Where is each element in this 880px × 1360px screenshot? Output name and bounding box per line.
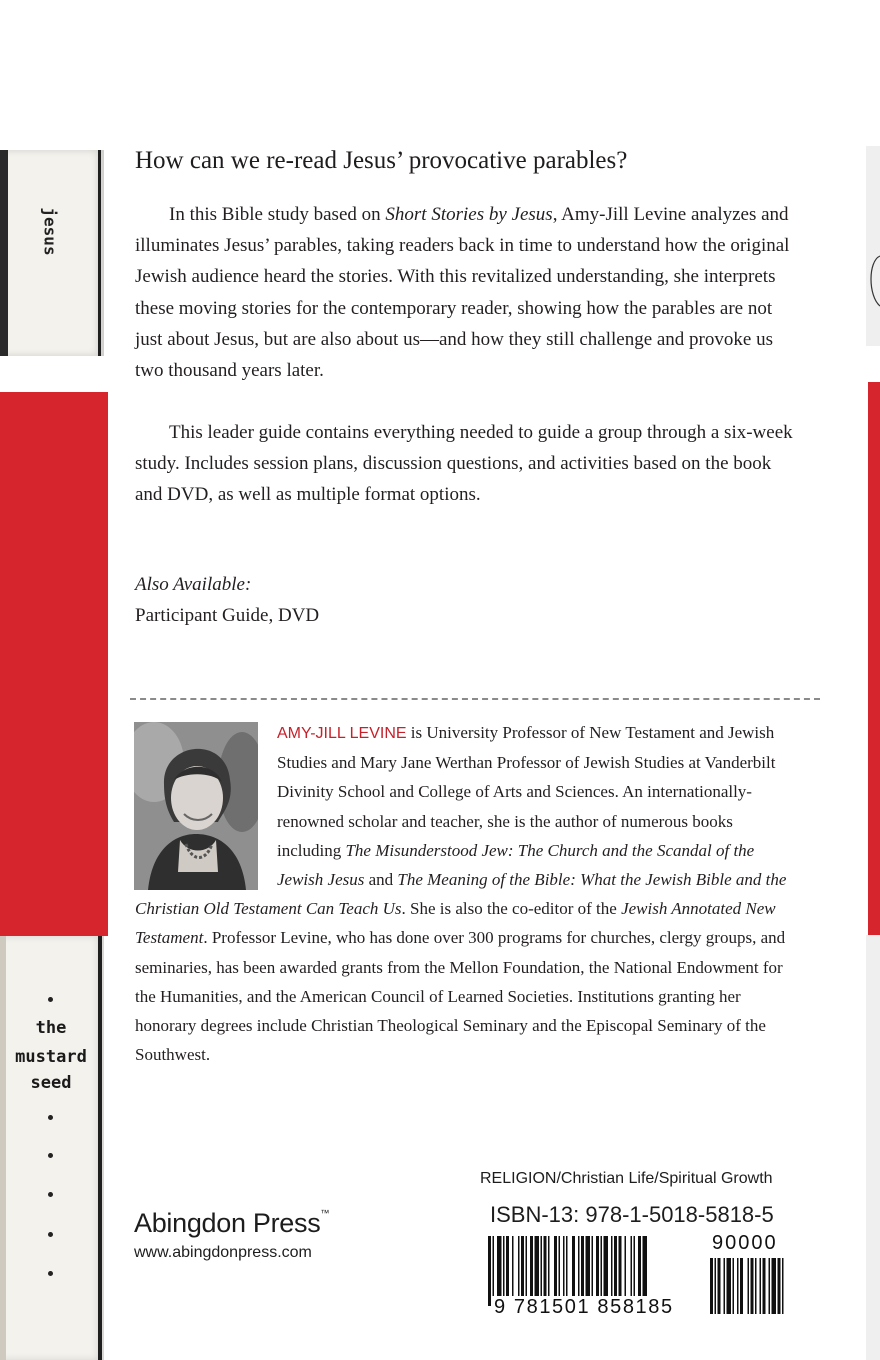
spine-red-band xyxy=(0,392,108,936)
barcode-addon-bar xyxy=(748,1258,750,1314)
publisher-name: Abingdon Press xyxy=(134,1208,321,1238)
bio-book-title: Jewish Annotated New Testament xyxy=(135,899,776,948)
barcode-addon-bar xyxy=(710,1258,713,1314)
barcode-addon-bar xyxy=(724,1258,726,1314)
barcode-addon-bar xyxy=(760,1258,762,1314)
bisac-category: RELIGION/Christian Life/Spiritual Growth xyxy=(480,1170,773,1187)
bio-text: . She is also the co-editor of the xyxy=(401,899,622,919)
spine-edge-light xyxy=(0,936,6,1360)
barcode-addon-bar xyxy=(740,1258,743,1314)
barcode-digits: 9 781501 858185 xyxy=(494,1296,674,1318)
spine-word-seed: seed xyxy=(30,1073,72,1093)
isbn-label: ISBN-13: 978-1-5018-5818-5 xyxy=(490,1202,774,1227)
trademark-symbol: ™ xyxy=(320,1208,330,1218)
description-paragraph-2 xyxy=(135,417,795,511)
bio-book-title: The Meaning of the Bible: What the Jewish Bible and the Christian Old Testament Can Teach Us xyxy=(135,870,787,919)
barcode-addon-bar xyxy=(733,1258,735,1314)
publisher-website: www.abingdonpress.com xyxy=(134,1244,312,1261)
right-edge-top xyxy=(866,146,880,346)
description-text: , Amy-Jill Levine analyzes and illuminates Jesus’ parables, taking readers back in time to understand how the original Jewish audience heard the stories. With this revitalized understanding, she interprets these moving stories for the contemporary reader, showing how the parables are not just about Jesus, but are also about us—and how they still challenge and provoke us two thousand years later. xyxy=(135,204,790,382)
spine-word-the: the xyxy=(35,1018,67,1038)
description-text: In this Bible study based on xyxy=(169,204,386,225)
barcode-bar xyxy=(488,1236,491,1306)
bio-book-title: The Misunderstood Jew: The Church and the Scandal of the Jewish Jesus xyxy=(277,840,755,890)
barcode-addon-bar xyxy=(782,1258,784,1314)
description-text: This leader guide contains everything needed to guide a group through a six-week study. Includes session plans, discussion questions, and activities based on the book and DVD, as well as multiple format options. xyxy=(135,422,793,506)
also-available-label: Also Available: xyxy=(135,574,252,595)
publisher-logo xyxy=(134,1208,329,1239)
spine-title-jesus: jesus xyxy=(40,207,60,256)
back-cover-heading: How can we re-read Jesus’ provocative parables? xyxy=(135,147,628,174)
spine-fold-line xyxy=(98,150,101,356)
bio-text: and xyxy=(364,870,398,890)
barcode-addon-bar xyxy=(763,1258,766,1314)
bio-text: is University Professor of New Testament and Jewish Studies and Mary Jane Werthan Professor of Jewish Studies at Vanderbilt Divinity School and College of Arts and Sciences. An internationally-renowned scholar and teacher, she is the author of numerous books including xyxy=(277,723,776,860)
right-edge-red xyxy=(868,382,880,935)
author-bio xyxy=(135,718,795,1069)
dashed-divider xyxy=(130,698,820,700)
book-title: Short Stories by Jesus xyxy=(385,204,553,225)
also-available-items: Participant Guide, DVD xyxy=(135,605,320,626)
price-code: 90000 xyxy=(712,1232,778,1254)
spine-dot xyxy=(48,1115,53,1120)
barcode-addon-bar xyxy=(718,1258,721,1314)
spine-edge-dark xyxy=(0,150,8,356)
spine-word-mustard: mustard xyxy=(15,1047,87,1067)
spine-fold-line-bottom xyxy=(98,936,102,1360)
barcode-addon-bar xyxy=(772,1258,777,1314)
spine-dot xyxy=(48,1192,53,1197)
spine-dot xyxy=(48,1232,53,1237)
barcode-addon-bar xyxy=(715,1258,717,1314)
barcode-addon-bar xyxy=(727,1258,732,1314)
barcode-addon-bar xyxy=(769,1258,771,1314)
barcode-addon-bar xyxy=(751,1258,754,1314)
bio-text: . Professor Levine, who has done over 300 programs for churches, clergy groups, and seminaries, has been awarded grants from the Mellon Foundation, the National Endowment for the Humanities, and the American Council of Learned Societies. Institutions granting her honorary degrees include Christian Theological Seminary and the Episcopal Seminary of the Southwest. xyxy=(135,928,786,1065)
barcode-addon-bar xyxy=(737,1258,739,1314)
barcode-addon-bar xyxy=(755,1258,757,1314)
author-name: AMY-JILL LEVINE xyxy=(277,725,407,742)
spine-dot xyxy=(48,997,53,1002)
spine-dot xyxy=(48,1271,53,1276)
description-paragraph-1 xyxy=(135,199,795,386)
right-edge-swirl xyxy=(866,146,880,346)
spine-dot xyxy=(48,1153,53,1158)
right-edge-bottom xyxy=(866,935,880,1360)
barcode-addon-bar xyxy=(778,1258,781,1314)
